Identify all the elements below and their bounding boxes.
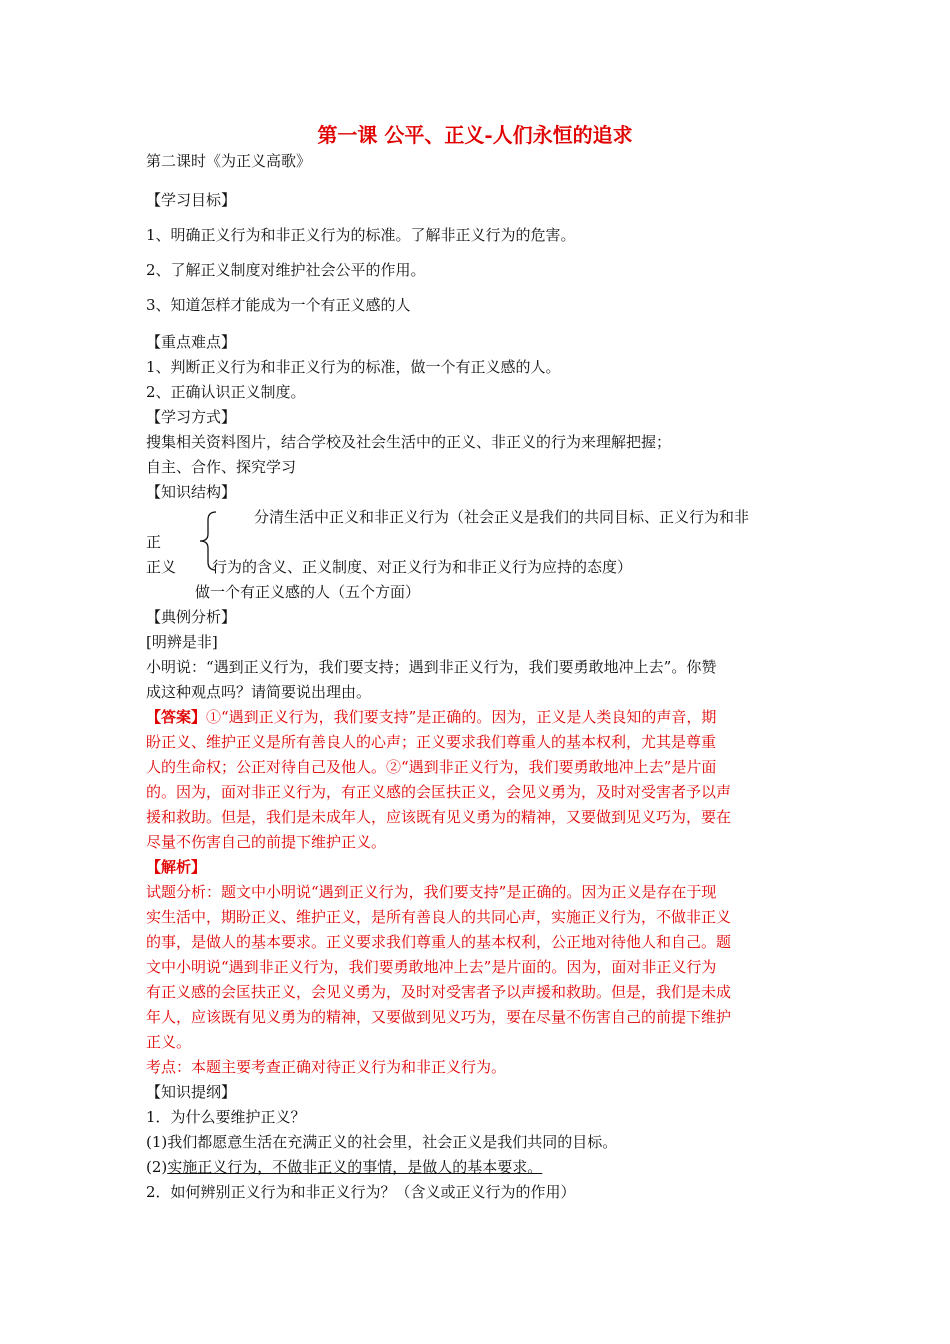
structure-line: 行为的含义、正义制度、对正义行为和非正义行为应持的态度） [212, 558, 633, 576]
key-point-item: 1、判断正义行为和非正义行为的标准，做一个有正义感的人。 [146, 358, 561, 376]
example-heading: 【典例分析】 [146, 608, 237, 626]
objective-item: 1、明确正义行为和非正义行为的标准。了解非正义行为的危害。 [146, 226, 576, 244]
analysis-line: 试题分析：题文中小明说“遇到正义行为，我们要支持”是正确的。因为正义是存在于现 [146, 883, 717, 901]
analysis-line: 文中小明说“遇到非正义行为，我们要勇敢地冲上去”是片面的。因为，面对非正义行为 [146, 958, 717, 976]
outline-answer: (1)我们都愿意生活在充满正义的社会里，社会正义是我们共同的目标。 [146, 1133, 618, 1151]
outline-heading: 【知识提纲】 [146, 1083, 237, 1101]
structure-root: 正义 [146, 558, 177, 576]
key-points-heading: 【重点难点】 [146, 333, 237, 351]
answer-line: 盼正义、维护正义是所有善良人的心声；正义要求我们尊重人的基本权利，尤其是尊重 [146, 733, 717, 751]
analysis-line: 的事，是做人的基本要求。正义要求我们尊重人的基本权利，公正地对待他人和自己。题 [146, 933, 732, 951]
structure-line: 做一个有正义感的人（五个方面） [195, 583, 421, 601]
analysis-line: 正义。 [146, 1033, 192, 1051]
objective-item: 2、了解正义制度对维护社会公平的作用。 [146, 261, 426, 279]
subtitle: 第二课时《为正义高歌》 [146, 152, 312, 170]
answer-line: 【答案】①“遇到正义行为，我们要支持”是正确的。因为，正义是人类良知的声音，期 [146, 708, 717, 726]
brace-icon [196, 510, 220, 572]
analysis-label: 【解析】 [146, 858, 207, 876]
analysis-line: 年人，应该既有见义勇为的精神，又要做到见义巧为，要在尽量不伤害自己的前提下维护 [146, 1008, 732, 1026]
answer-line: 尽量不伤害自己的前提下维护正义。 [146, 833, 387, 851]
example-tag: [明辨是非] [146, 633, 218, 651]
outline-answer: (2)实施正义行为，不做非正义的事情，是做人的基本要求。 [146, 1158, 543, 1176]
answer-label: 【答案】 [146, 708, 207, 726]
outline-question: 2．如何辨别正义行为和非正义行为？（含义或正义行为的作用） [146, 1183, 576, 1201]
method-line: 搜集相关资料图片，结合学校及社会生活中的正义、非正义的行为来理解把握； [146, 433, 672, 451]
answer-line: 援和救助。但是，我们是未成年人，应该既有见义勇为的精神，又要做到见义巧为，要在 [146, 808, 732, 826]
answer-line: 人的生命权；公正对待自己及他人。②“遇到非正义行为，我们要勇敢地冲上去”是片面 [146, 758, 717, 776]
kaodian-line: 考点：本题主要考查正确对待正义行为和非正义行为。 [146, 1058, 507, 1076]
underlined-text: 实施正义行为，不做非正义的事情，是做人的基本要求。 [167, 1158, 543, 1176]
objective-item: 3、知道怎样才能成为一个有正义感的人 [146, 296, 411, 314]
structure-line: 正 [146, 533, 162, 551]
method-heading: 【学习方式】 [146, 408, 237, 426]
outline-question: 1．为什么要维护正义？ [146, 1108, 306, 1126]
key-point-item: 2、正确认识正义制度。 [146, 383, 306, 401]
objectives-heading: 【学习目标】 [146, 191, 237, 209]
question-line: 小明说：“遇到正义行为，我们要支持；遇到非正义行为，我们要勇敢地冲上去”。你赞 [146, 658, 717, 676]
question-line: 成这种观点吗？请简要说出理由。 [146, 683, 372, 701]
analysis-line: 有正义感的会匡扶正义，会见义勇为，及时对受害者予以声援和救助。但是，我们是未成 [146, 983, 732, 1001]
method-line: 自主、合作、探究学习 [146, 458, 297, 476]
structure-line: 分清生活中正义和非正义行为（社会正义是我们的共同目标、正义行为和非 [254, 508, 750, 526]
structure-heading: 【知识结构】 [146, 483, 237, 501]
page-title: 第一课 公平、正义-人们永恒的追求 [317, 123, 633, 147]
answer-line: 的。因为，面对非正义行为，有正义感的会匡扶正义，会见义勇为，及时对受害者予以声 [146, 783, 732, 801]
analysis-line: 实生活中，期盼正义、维护正义，是所有善良人的共同心声，实施正义行为，不做非正义 [146, 908, 732, 926]
